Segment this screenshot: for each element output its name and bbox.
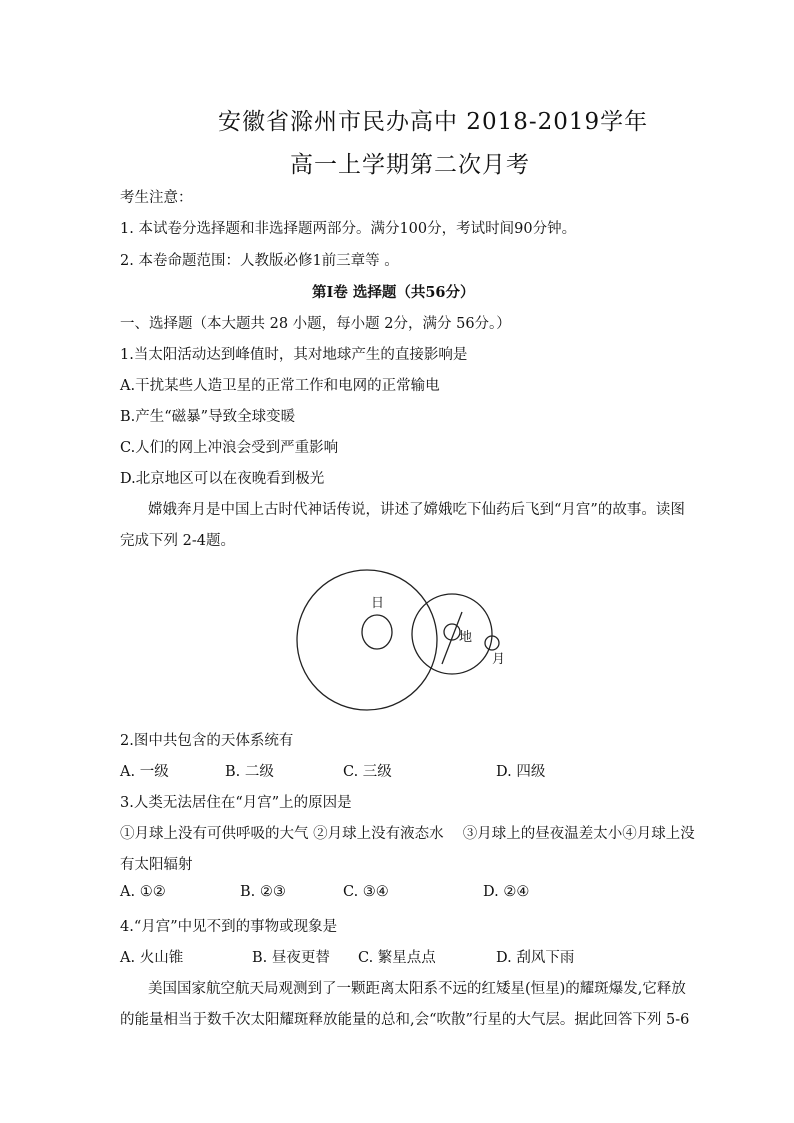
q3-option-a: A. ①② — [120, 884, 166, 900]
celestial-system-diagram — [290, 565, 510, 715]
q1-option-a: A.干扰某些人造卫星的正常工作和电网的正常输电 — [120, 378, 440, 394]
q3-option-b: B. ②③ — [240, 884, 286, 900]
notice-item-1: 1. 本试卷分选择题和非选择题两部分。满分100分，考试时间90分钟。 — [120, 221, 577, 237]
passage1-line1: 嫦娥奔月是中国上古时代神话传说，讲述了嫦娥吃下仙药后飞到“月宫”的故事。读图 — [148, 502, 685, 518]
section-title: 第I卷 选择题（共56分） — [312, 284, 475, 301]
notice-heading: 考生注意： — [120, 190, 193, 206]
q3-option-c: C. ③④ — [343, 884, 389, 900]
q2-stem: 2.图中共包含的天体系统有 — [120, 733, 294, 749]
q2-option-d: D. 四级 — [496, 764, 546, 780]
q2-option-c: C. 三级 — [343, 764, 392, 780]
q4-stem: 4.“月宫”中见不到的事物或现象是 — [120, 919, 338, 935]
earth-label: 地 — [459, 630, 473, 645]
q1-option-b: B.产生“磁暴”导致全球变暖 — [120, 409, 296, 425]
q4-option-a: A. 火山锥 — [120, 950, 184, 966]
q3-option-d: D. ②④ — [483, 884, 530, 900]
sun-ellipse — [362, 615, 392, 649]
earth-moon-system-circle — [412, 594, 492, 674]
passage1-line2: 完成下列 2-4题。 — [120, 533, 235, 549]
q4-option-c: C. 繁星点点 — [358, 950, 436, 966]
q1-option-c: C.人们的网上冲浪会受到严重影响 — [120, 440, 339, 456]
q3-statement-line1: ①月球上没有可供呼吸的大气 ②月球上没有液态水 ③月球上的昼夜温差太小④月球上没 — [120, 826, 695, 842]
q1-option-d: D.北京地区可以在夜晚看到极光 — [120, 471, 325, 487]
q3-statement-line2: 有太阳辐射 — [120, 857, 193, 873]
q2-option-a: A. 一级 — [120, 764, 169, 780]
q1-stem: 1.当太阳活动达到峰值时，其对地球产生的直接影响是 — [120, 347, 468, 363]
notice-item-2: 2. 本卷命题范围：人教版必修1前三章等 。 — [120, 253, 399, 269]
solar-system-circle — [297, 570, 437, 710]
q4-option-b: B. 昼夜更替 — [252, 950, 330, 966]
q4-option-d: D. 刮风下雨 — [496, 950, 575, 966]
q3-stem: 3.人类无法居住在“月宫”上的原因是 — [120, 795, 352, 811]
exam-title-line2: 高一上学期第二次月考 — [290, 152, 530, 178]
exam-title-line1: 安徽省滁州市民办高中 2018-2019学年 — [218, 109, 649, 135]
section-instruction: 一、选择题（本大题共 28 小题，每小题 2分，满分 56分。） — [120, 316, 511, 332]
passage2-line1: 美国国家航空航天局观测到了一颗距离太阳系不远的红矮星(恒星)的耀斑爆发,它释放 — [148, 981, 686, 997]
passage2-line2: 的能量相当于数千次太阳耀斑释放能量的总和,会“吹散”行星的大气层。据此回答下列 5-6 — [120, 1012, 690, 1028]
sun-label: 日 — [371, 596, 385, 611]
moon-label: 月 — [492, 652, 506, 667]
q2-option-b: B. 二级 — [225, 764, 274, 780]
